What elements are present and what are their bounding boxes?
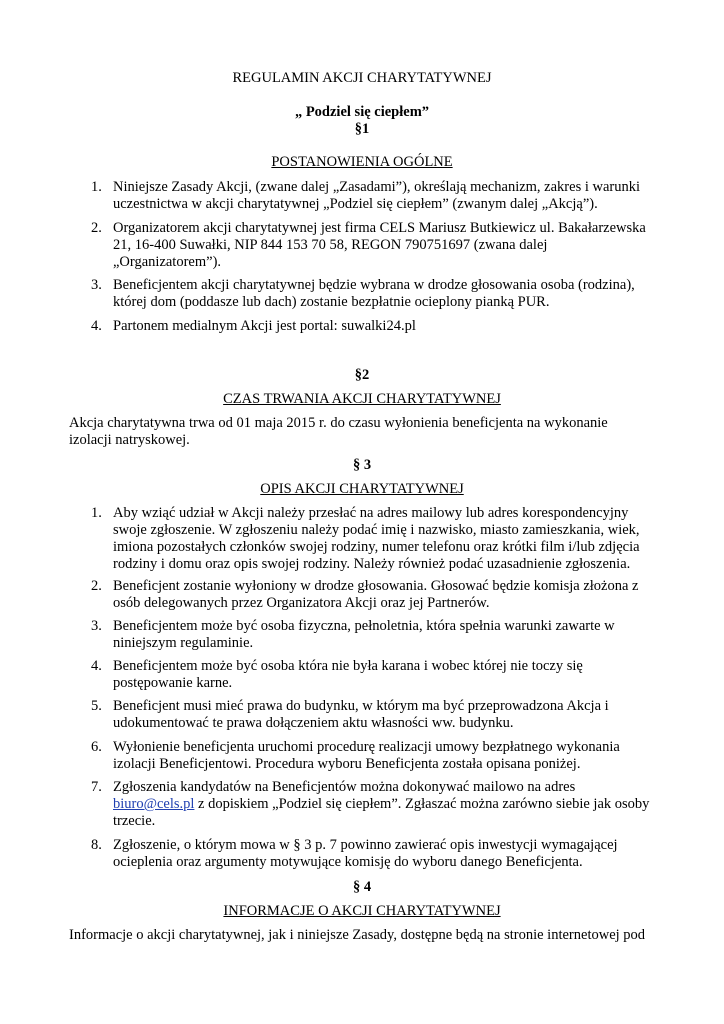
list-item-number: 4. <box>91 658 102 674</box>
list-item-line: trzecie. <box>113 813 156 829</box>
section-2-mark: §2 <box>354 367 370 383</box>
list-item-line: imiona pozostałych członków swojej rodziny, numer telefonu oraz krótki film i/lub zdjęcia <box>113 539 640 555</box>
document-subtitle: „ Podziel się ciepłem” <box>294 104 430 120</box>
list-item-number: 3. <box>91 277 102 293</box>
list-item-line: uczestnictwa w akcji charytatywnej „Podziel się ciepłem” (zwanym dalej „Akcją”). <box>113 196 598 212</box>
list-item-text: z dopiskiem „Podziel się ciepłem”. Zgłaszać można zarówno siebie jak osoby <box>194 796 650 812</box>
list-item-line: Partonem medialnym Akcji jest portal: suwalki24.pl <box>113 318 416 334</box>
list-item-line: ocieplenia oraz argumenty motywujące komisję do wyboru danego Beneficjenta. <box>113 854 583 870</box>
list-item <box>113 318 653 335</box>
list-item-line: której dom (poddasze lub dach) zostanie bezpłatnie ocieplony pianką PUR. <box>113 294 550 310</box>
list-item-number: 8. <box>91 837 102 853</box>
section-4-heading: INFORMACJE O AKCJI CHARYTATYWNEJ <box>223 903 501 919</box>
section-3-mark: § 3 <box>352 457 372 473</box>
section-1-heading: POSTANOWIENIA OGÓLNE <box>271 154 453 170</box>
list-item-line: Zgłoszenia kandydatów na Beneficjentów można dokonywać mailowo na adres <box>113 779 576 795</box>
list-item <box>113 698 653 732</box>
list-item-line: Wyłonienie beneficjenta uruchomi procedurę realizacji umowy bezpłatnego wykonania <box>113 739 620 755</box>
document-title: REGULAMIN AKCJI CHARYTATYWNEJ <box>232 70 492 86</box>
list-item <box>113 739 653 773</box>
list-item-line: Beneficjentem może być osoba fizyczna, pełnoletnia, która spełnia warunki zawarte w <box>113 618 615 634</box>
list-item <box>113 277 653 311</box>
list-item-line: Beneficjentem może być osoba która nie była karana i wobec której nie toczy się <box>113 658 583 674</box>
list-item-number: 1. <box>91 505 102 521</box>
list-item-line: Niniejsze Zasady Akcji, (zwane dalej „Zasadami”), określają mechanizm, zakres i warunki <box>113 179 641 195</box>
list-item-line: osób delegowanych przez Organizatora Akcji oraz jej Partnerów. <box>113 595 490 611</box>
section-2-paragraph <box>69 415 659 449</box>
list-item-number: 3. <box>91 618 102 634</box>
list-item-number: 2. <box>91 220 102 236</box>
list-item-line: 21, 16-400 Suwałki, NIP 844 153 70 58, REGON 790751697 (zwana dalej <box>113 237 548 253</box>
list-item <box>113 179 653 213</box>
section-4-mark: § 4 <box>352 879 372 895</box>
list-item-line: swoje zgłoszenie. W zgłoszeniu należy podać imię i nazwisko, miasto zamieszkania, wiek, <box>113 522 640 538</box>
list-item-line: udokumentować te prawa dołączeniem aktu własności ww. budynku. <box>113 715 514 731</box>
list-item-line: postępowanie karne. <box>113 675 233 691</box>
list-item-line: Organizatorem akcji charytatywnej jest firma CELS Mariusz Butkiewicz ul. Bakałarzewska <box>113 220 646 236</box>
list-item-line: Aby wziąć udział w Akcji należy przesłać na adres mailowy lub adres korespondencyjny <box>113 505 629 521</box>
list-item <box>113 618 653 652</box>
list-item-number: 5. <box>91 698 102 714</box>
paragraph-line: izolacji natryskowej. <box>69 432 190 448</box>
list-item-line: Beneficjentem akcji charytatywnej będzie wybrana w drodze głosowania osoba (rodzina), <box>113 277 635 293</box>
paragraph-line: Akcja charytatywna trwa od 01 maja 2015 r. do czasu wyłonienia beneficjenta na wykonanie <box>69 415 608 431</box>
list-item-line <box>113 796 653 813</box>
list-item <box>113 578 653 612</box>
list-item <box>113 220 653 271</box>
list-item-line: Beneficjent musi mieć prawa do budynku, w którym ma być przeprowadzona Akcja i <box>113 698 609 714</box>
list-item-line: rodziny i domu oraz opis swojej rodziny. Należy również podać uzasadnienie zgłoszenia. <box>113 556 631 572</box>
list-item-number: 6. <box>91 739 102 755</box>
list-item-number: 2. <box>91 578 102 594</box>
section-2-heading: CZAS TRWANIA AKCJI CHARYTATYWNEJ <box>223 391 501 407</box>
list-item <box>113 779 653 830</box>
list-item <box>113 658 653 692</box>
list-item-line: izolacji Beneficjentowi. Procedura wyboru Beneficjenta została opisana poniżej. <box>113 756 581 772</box>
list-item-number: 4. <box>91 318 102 334</box>
list-item-line: niniejszym regulaminie. <box>113 635 254 651</box>
list-item-line: Beneficjent zostanie wyłoniony w drodze głosowania. Głosować będzie komisja złożona z <box>113 578 639 594</box>
section-1-mark: §1 <box>354 121 370 137</box>
list-item <box>113 837 653 871</box>
paragraph-line: Informacje o akcji charytatywnej, jak i niniejsze Zasady, dostępne będą na stronie internetowej pod <box>69 927 646 943</box>
list-item-number: 7. <box>91 779 102 795</box>
section-4-paragraph <box>69 927 669 944</box>
list-item-line: Zgłoszenie, o którym mowa w § 3 p. 7 powinno zawierać opis inwestycji wymagającej <box>113 837 618 853</box>
list-item <box>113 505 653 573</box>
section-3-heading: OPIS AKCJI CHARYTATYWNEJ <box>260 481 464 497</box>
list-item-number: 1. <box>91 179 102 195</box>
email-link[interactable]: biuro@cels.pl <box>113 796 195 812</box>
list-item-line: „Organizatorem”). <box>113 254 222 270</box>
